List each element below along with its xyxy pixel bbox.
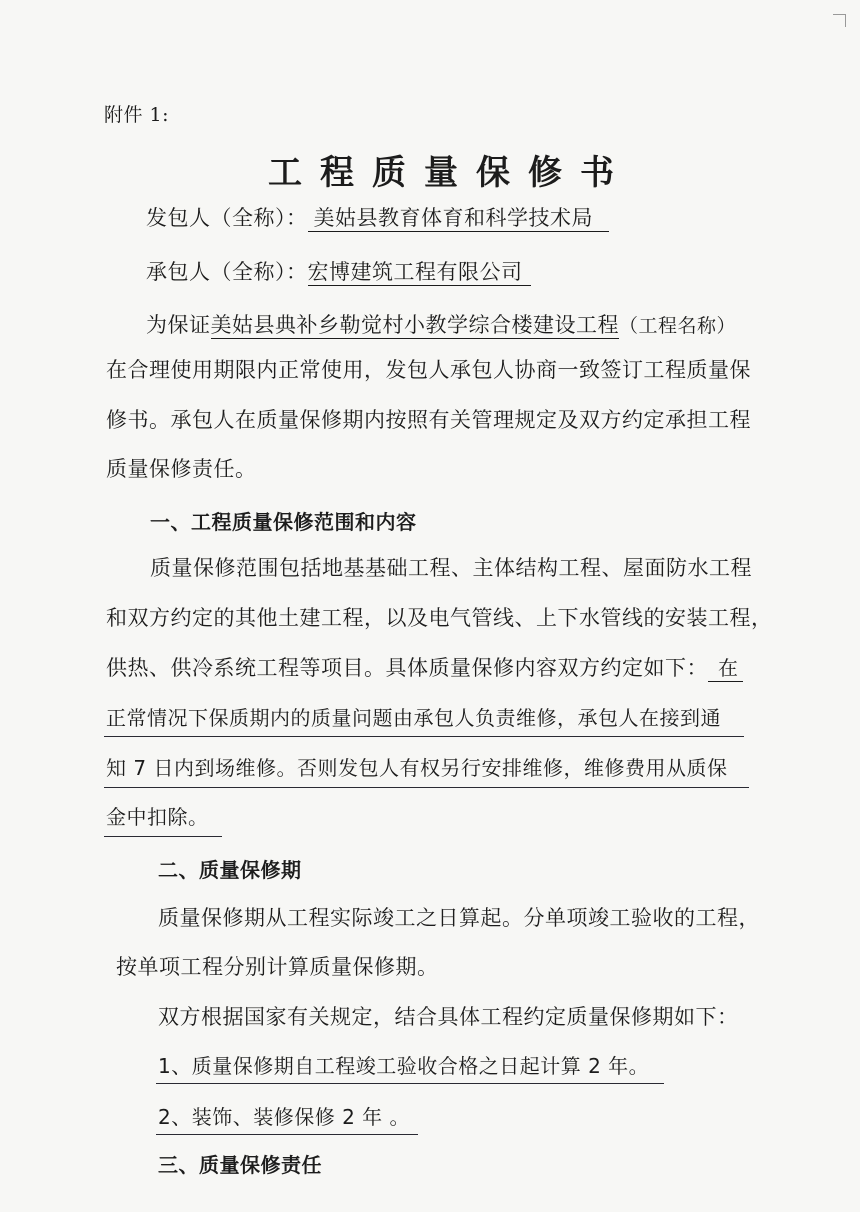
s1-line-3 <box>106 653 743 683</box>
pen-underline <box>104 836 222 837</box>
attachment-label: 附件 1: <box>104 104 170 126</box>
intro-suffix: （工程名称） <box>619 315 737 337</box>
intro-line-3: 修书。承包人在质量保修期内按照有关管理规定及双方约定承担工程 <box>106 408 751 432</box>
employer-name: 美姑县教育体育和科学技术局 <box>308 206 610 232</box>
pen-underline <box>156 1083 664 1084</box>
s1-line-3-prefix: 供热、供冷系统工程等项目。具体质量保修内容双方约定如下： <box>106 656 708 680</box>
s1-handwritten-line-4: 正常情况下保质期内的质量问题由承包人负责维修，承包人在接到通 <box>106 706 721 730</box>
contractor-prefix: 承包人（全称）： <box>146 260 308 284</box>
intro-line-2: 在合理使用期限内正常使用，发包人承包人协商一致签订工程质量保 <box>106 358 751 382</box>
s1-line-3-handwritten: 在 <box>708 656 743 682</box>
document-title: 工程质量保修书 <box>268 153 632 193</box>
section2-heading: 二、质量保修期 <box>158 858 302 882</box>
s2-item-1: 1、质量保修期自工程竣工验收合格之日起计算 2 年。 <box>158 1054 650 1078</box>
s1-line-2: 和双方约定的其他土建工程，以及电气管线、上下水管线的安装工程， <box>106 606 773 630</box>
employer-prefix: 发包人（全称）： <box>146 206 308 230</box>
intro-line-4: 质量保修责任。 <box>106 457 257 481</box>
s2-line-1: 质量保修期从工程实际竣工之日算起。分单项竣工验收的工程， <box>158 906 760 930</box>
s2-item-2: 2、装饰、装修保修 2 年 。 <box>158 1105 411 1129</box>
scan-corner-mark <box>833 14 846 27</box>
section1-heading: 一、工程质量保修范围和内容 <box>150 510 417 534</box>
intro-line-1 <box>146 310 736 341</box>
employer-line <box>146 203 609 233</box>
project-name: 美姑县典补乡勒觉村小教学综合楼建设工程 <box>210 313 619 337</box>
pen-underline <box>156 1134 418 1135</box>
contractor-line <box>146 257 531 287</box>
s2-line-2: 按单项工程分别计算质量保修期。 <box>116 955 439 979</box>
s2-line-3: 双方根据国家有关规定，结合具体工程约定质量保修期如下： <box>158 1005 739 1029</box>
s1-handwritten-line-6: 金中扣除。 <box>106 805 209 829</box>
section3-heading: 三、质量保修责任 <box>158 1153 322 1177</box>
s1-handwritten-line-5: 知 7 日内到场维修。否则发包人有权另行安排维修，维修费用从质保 <box>106 756 728 780</box>
contractor-name: 宏博建筑工程有限公司 <box>308 260 531 286</box>
s1-line-1: 质量保修范围包括地基基础工程、主体结构工程、屋面防水工程 <box>150 556 752 580</box>
pen-underline <box>104 787 749 788</box>
pen-underline <box>104 736 744 737</box>
intro-prefix: 为保证 <box>146 313 211 337</box>
